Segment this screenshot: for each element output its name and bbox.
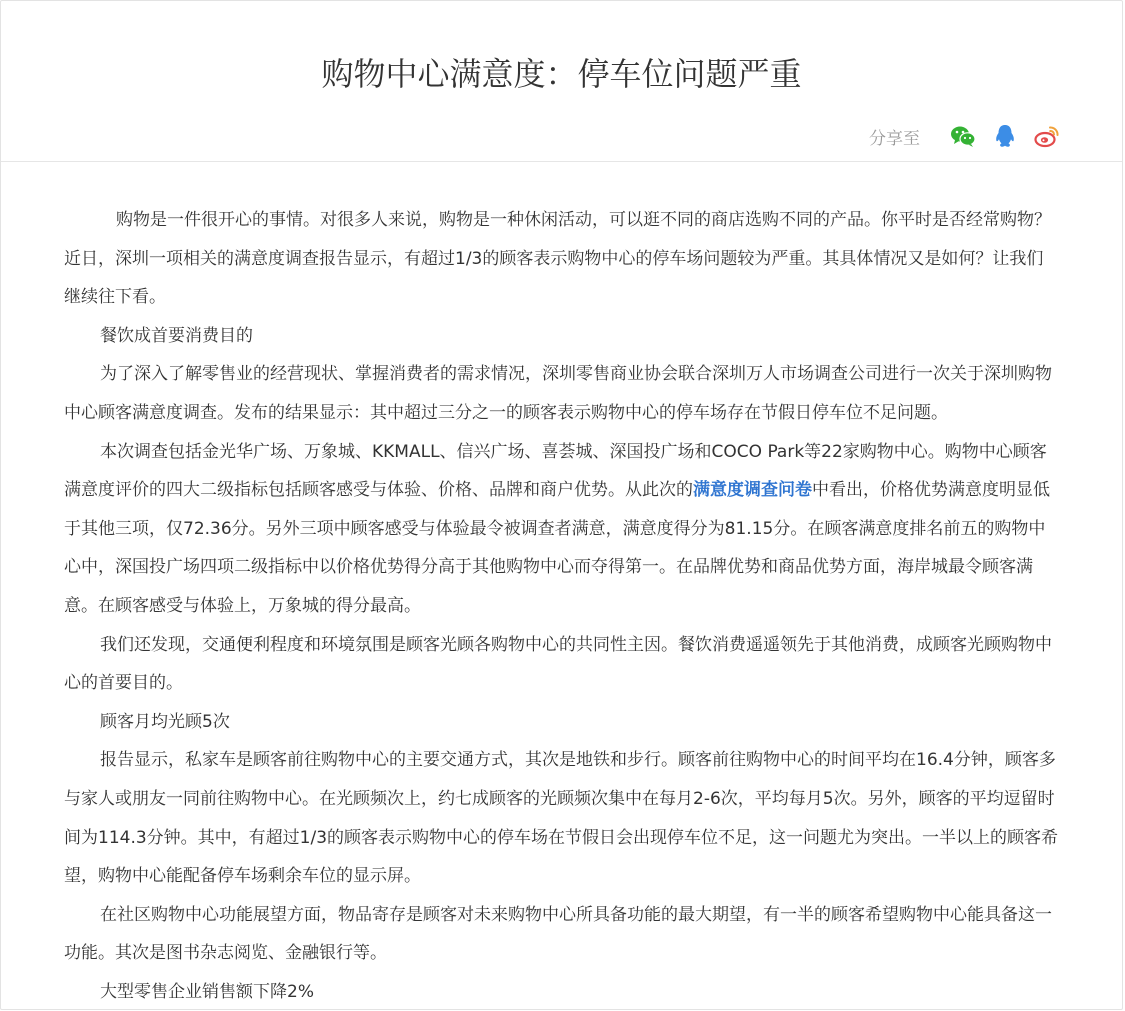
article-paragraph: 为了深入了解零售业的经营现状、掌握消费者的需求情况，深圳零售商业协会联合深圳万人市场调查公司进行一次关于深圳购物中心顾客满意度调查。发布的结果显示：其中超过三分之一的顾客表示购物中心的停车场存在节假日停车位不足问题。 [64, 364, 1052, 423]
article-paragraph: 报告显示，私家车是顾客前往购物中心的主要交通方式，其次是地铁和步行。顾客前往购物中心的时间平均在16.4分钟，顾客多与家人或朋友一同前往购物中心。在光顾频次上，约七成顾客的光顾频次集中在每月2-6次，平均每月5次。另外，顾客的平均逗留时间为114.3分钟。其中，有超过1/3的顾客表示购物中心的停车场在节假日会出现停车位不足，这一问题尤为突出。一半以上的顾客希望，购物中心能配备停车场剩余车位的显示屏。 [64, 750, 1059, 887]
article-title: 购物中心满意度：停车位问题严重 [321, 55, 802, 93]
article-paragraph [64, 433, 1060, 626]
article-body [64, 201, 1060, 1011]
section-heading: 顾客月均光顾5次 [100, 711, 230, 732]
article-paragraph: 购物是一件很开心的事情。对很多人来说，购物是一种休闲活动，可以逛不同的商店选购不同的产品。你平时是否经常购物？近日，深圳一项相关的满意度调查报告显示，有超过1/3的顾客表示购物中心的停车场问题较为严重。其具体情况又是如何？让我们继续往下看。 [64, 210, 1051, 308]
weibo-icon[interactable] [1034, 123, 1060, 149]
qq-icon[interactable] [992, 123, 1018, 149]
paragraph-text: 中看出，价格优势满意度明显低于其他三项，仅72.36分。另外三项中顾客感受与体验最令被调查者满意，满意度得分为81.15分。在顾客满意度排名前五的购物中心中，深国投广场四项二级指标中以价格优势得分高于其他购物中心而夺得第一。在品牌优势和商品优势方面，海岸城最令顾客满意。在顾客感受与体验上，万象城的得分最高。 [64, 480, 1050, 616]
share-bar [869, 123, 1060, 149]
survey-link[interactable]: 满意度调查问卷 [693, 480, 812, 501]
article-header [1, 1, 1122, 162]
article-paragraph: 我们还发现，交通便利程度和环境氛围是顾客光顾各购物中心的共同性主因。餐饮消费遥遥领先于其他消费，成顾客光顾购物中心的首要目的。 [64, 634, 1052, 694]
share-label: 分享至 [869, 128, 920, 149]
article-paragraph: 在社区购物中心功能展望方面，物品寄存是顾客对未来购物中心所具备功能的最大期望，有一半的顾客希望购物中心能具备这一功能。其次是图书杂志阅览、金融银行等。 [64, 904, 1052, 964]
wechat-icon[interactable] [950, 123, 976, 149]
section-heading: 大型零售企业销售额下降2% [100, 981, 314, 1002]
section-heading: 餐饮成首要消费目的 [100, 325, 253, 346]
paragraph-text: 本次调查包括金光华广场、万象城、KKMALL、信兴广场、喜荟城、深国投广场和COCO Park等22家购物中心。购物中心顾客满意度评价的四大二级指标包括顾客感受与体验、价格、品牌和商户优势。从此次的 [64, 441, 1047, 501]
